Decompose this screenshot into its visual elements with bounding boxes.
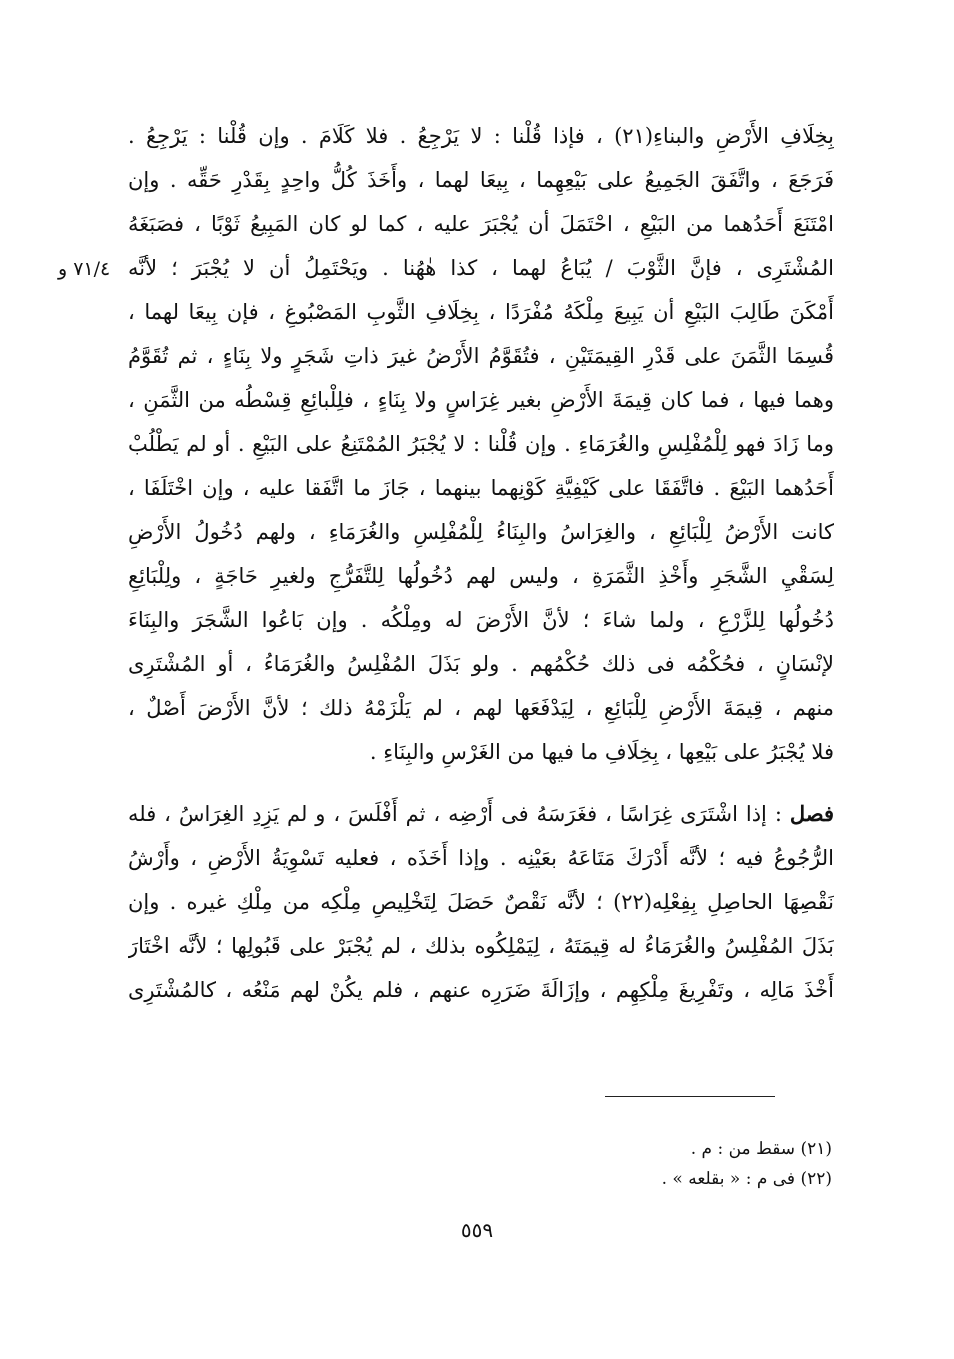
text-line: أَخْذَ مَالِه ، وتَفْرِيغَ مِلْكِهِم ، وإزَالَةَ ضَرَرِه عنهم ، فلم يكُنْ لهم مَنْعُه ، كالمُشْتَرِى <box>128 978 834 1002</box>
text-line: بَذَلَ المُفْلِسُ والغُرَمَاءُ له قِيمَتَهُ ، لِيَمْلِكُوه بذلك ، لم يُجْبَرْ على قَبُولِها ؛ لأنَّه اخْتَارَ <box>128 934 834 958</box>
paragraph-gap <box>128 774 834 792</box>
main-text <box>128 114 834 1012</box>
paragraph-2 <box>128 792 834 1012</box>
text-line: دُخُولُها لِلزَّرْعِ ، ولما شاءَ ؛ لأنَّ الأَرْضَ له ومِلْكُه . وإن بَاعُوا الشَّجَرَ والبِنَاءَ <box>128 608 834 632</box>
text-line: امْتَنَعَ أَحَدُهما من البَيْعِ ، احْتَمَلَ أن يُجْبَرَ عليه ، كما لو كان المَبِيعُ ثَوْبًا ، فصَبَغَهُ <box>128 212 834 236</box>
text-line: أَمْكَنَ طَالِبَ البَيْعِ أن يَبِيعَ مِلْكَهُ مُفْرَدًا ، بِخِلَافِ الثَّوبِ المَصْبُوغِ ، فإن بِيعَا لهما ، <box>128 300 834 324</box>
text-line: لِسَقْيِ الشَّجَرِ وأَخْذِ الثَّمَرَةِ ، وليس لهم دُخُولُها لِلتَّفَرُّجِ ولغيرِ حَاجَةٍ ، ولِلْبَائِعِ <box>128 564 834 588</box>
margin-folio-reference: ٧١/٤ و <box>58 258 111 280</box>
text-line: أَحَدُهما البَيْعَ . فاتَّفَقَا على كَيْفِيَّةِ كَوْنِهما بينهما ، جَازَ ما اتَّفَقا عليه ، وإن اخْتَلَفَا ، <box>128 476 834 500</box>
text-line: قُسِمَا الثَّمَنَ على قَدْرِ القِيمَتَيْنِ ، فتُقَوَّمُ الأَرْضُ غيرَ ذاتِ شَجَرٍ ولا بِنَاءٍ ، ثم تُقَوَّمُ <box>128 344 834 368</box>
text-line: نَقْصِهَا الحاصِلِ بِفِعْلِه(٢٢) ؛ لأنَّه نَقْصٌ حَصَلَ لِتَخْلِيصِ مِلْكِه من مِلْكِ غيره . وإن <box>128 890 834 914</box>
footnote-separator <box>605 1096 775 1097</box>
text-line: كانت الأَرْضُ لِلْبَائِعِ ، والغِرَاسُ والبِنَاءُ لِلْمُفْلِسِ والغُرَمَاءِ ، ولهم دُخُولُ الأَرْضِ <box>128 520 834 544</box>
section-heading-fasl: فصل <box>789 801 834 826</box>
text-line: المُشْتَرِى ، فإنَّ الثَّوْبَ / يُبَاعُ لهما ، كذا هٰهُنا . ويَحْتَمِلُ أن لا يُجْبَرَ ؛ لأنَّه <box>128 256 834 280</box>
footnote-21: (٢١) سقط من : م . <box>690 1139 832 1159</box>
text-line <box>128 792 834 836</box>
paragraph-1 <box>128 114 834 774</box>
text-line: منهم ، قِيمَةَ الأَرْضِ لِلْبَائِعِ ، لِيَدْفَعَها لهم ، لم يَلْزَمْهُ ذلك ؛ لأنَّ الأَرْضَ أَصْلٌ ، <box>128 696 834 720</box>
text-line: بِخِلَافِ الأَرْضِ والبناءِ(٢١) ، فإذا قُلْنا : لا يَرْجِعُ . فلا كَلَامَ . وإن قُلْنا : يَرْجِعُ . <box>128 124 834 148</box>
footnotes <box>480 1134 832 1194</box>
text-line: فَرَجَعَ ، واتَّفَقَ الجَمِيعُ على بَيْعِهِما ، بِيعَا لهما ، وأَخَذَ كُلُّ واحِدٍ بِقَدْرِ حَقِّه . وإن <box>128 168 834 192</box>
text-line: وهما فيها ، فما كان قِيمَةَ الأَرْضِ بغير غِرَاسٍ ولا بِنَاءٍ ، فلِلْبائِعِ قِسْطُه من الثَّمَنِ ، <box>128 388 834 412</box>
text-line: لإنْسَانٍ ، فحُكْمُه فى ذلك حُكْمُهم . ولو بَذَلَ المُفْلِسُ والغُرَمَاءُ ، أو المُشْتَرِى <box>128 652 834 676</box>
text-line: الرُّجُوعُ فيه ؛ لأنَّه أَدْرَكَ مَتَاعَهُ بعَيْنِه . وإذا أَخَذَه ، فعليه تَسْوِيَةُ الأَرْضِ ، وأَرْشُ <box>128 846 834 870</box>
footnote-22: (٢٢) فى م : « بقلعه » . <box>661 1169 832 1189</box>
text-line-rest: : إذا اشْتَرَى غِرَاسًا ، فغَرَسَهُ فى أَرْضِه ، ثم أَفْلَسَ ، و لم يَزِدِ الغِرَاسُ ، فله <box>128 802 790 826</box>
text-line: وما زَادَ فهو لِلْمُفْلِسِ والغُرَمَاءِ . وإن قُلْنا : لا يُجْبَرُ المُمْتَنِعُ على البَيْعِ . أو لم يَطْلُبْ <box>128 432 834 456</box>
text-line: فلا يُجْبَرُ على بَيْعِها ، بِخِلَافِ ما فيها من الغَرْسِ والبِنَاءِ . <box>369 740 834 764</box>
page-number: ٥٥٩ <box>460 1218 494 1242</box>
